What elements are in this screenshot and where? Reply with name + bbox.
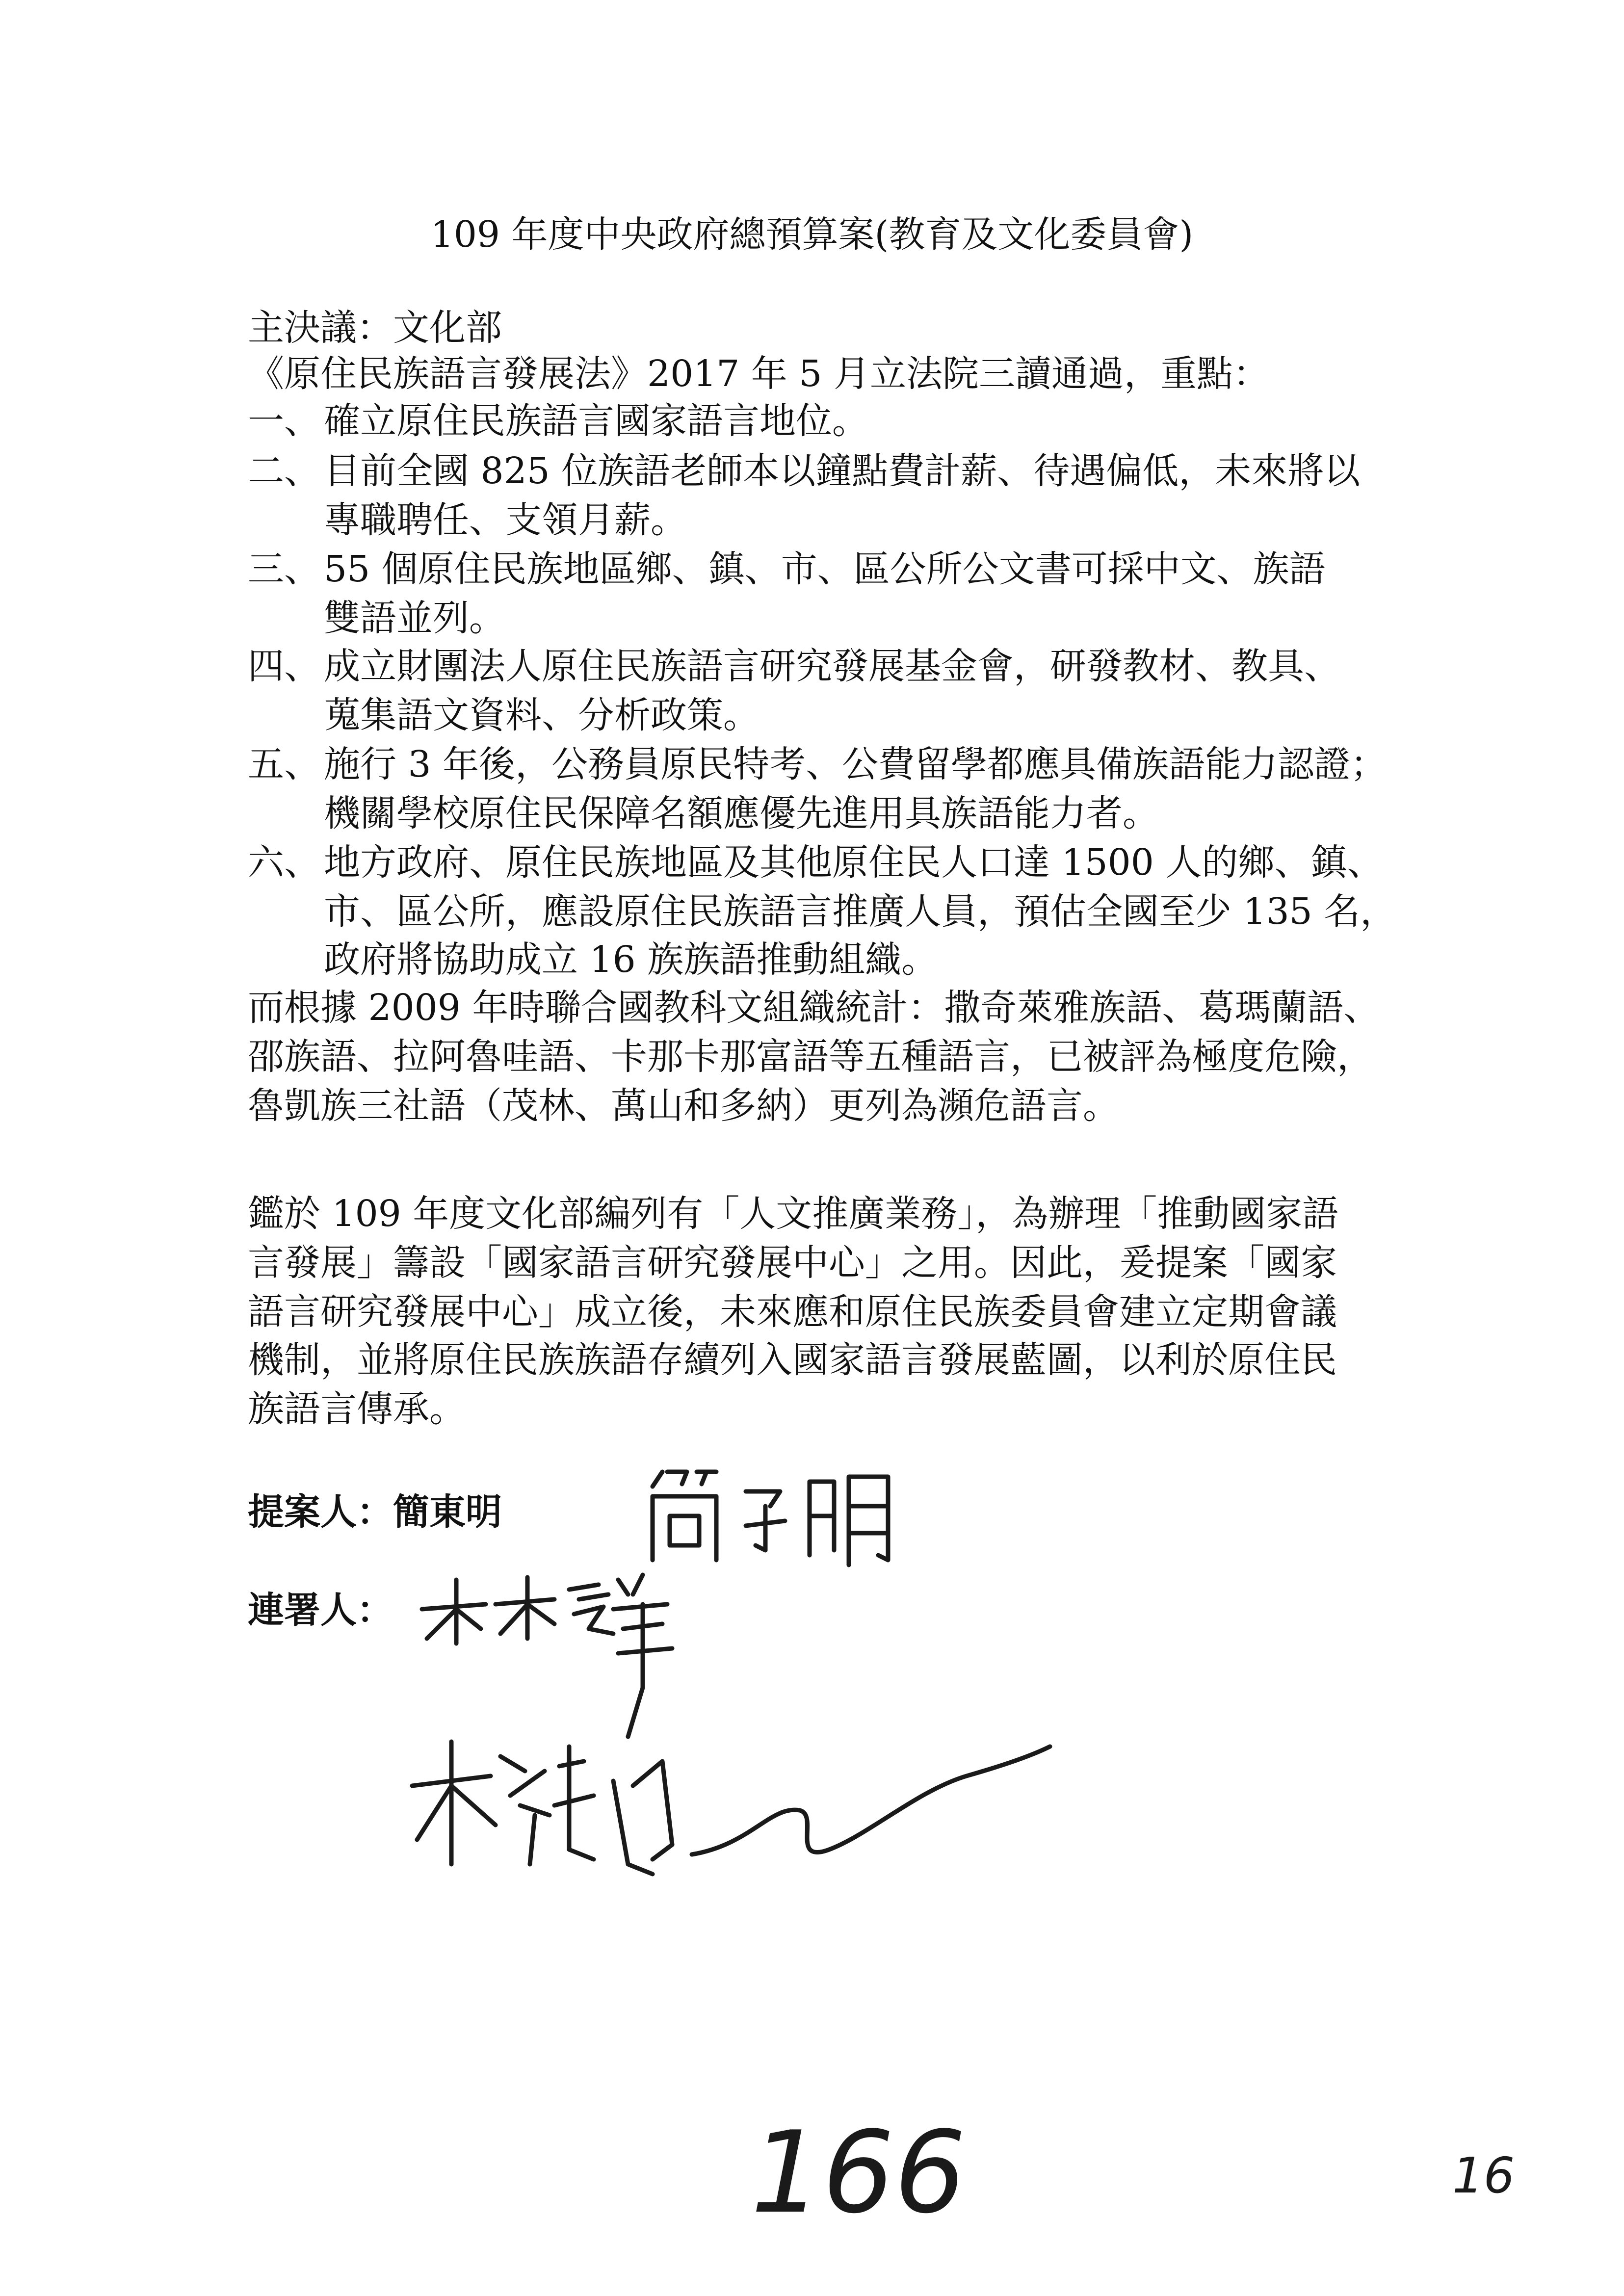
list-item bbox=[248, 446, 1360, 496]
list-item bbox=[248, 838, 1383, 887]
list-item bbox=[248, 396, 868, 445]
item-number: 六、 bbox=[248, 841, 320, 884]
list-item bbox=[248, 545, 1326, 594]
list-item bbox=[248, 642, 1340, 691]
item-text: 55 個原住民族地區鄉、鎮、市、區公所公文書可採中文、族語 bbox=[324, 548, 1326, 590]
intro-line: 《原住民族語言發展法》2017 年 5 月立法院三讀通過，重點： bbox=[248, 353, 1269, 395]
item-continuation: 政府將協助成立 16 族族語推動組織。 bbox=[324, 939, 938, 981]
item-continuation: 專職聘任、支領月薪。 bbox=[324, 499, 687, 541]
item-number: 四、 bbox=[248, 645, 320, 687]
paragraph-line: 邵族語、拉阿魯哇語、卡那卡那富語等五種語言，已被評為極度危險， bbox=[248, 1036, 1373, 1078]
paragraph-line: 言發展」籌設「國家語言研究發展中心」之用。因此，爰提案「國家 bbox=[248, 1242, 1337, 1284]
item-text: 施行 3 年後，公務員原民特考、公費留學都應具備族語能力認證； bbox=[324, 743, 1387, 785]
item-continuation: 雙語並列。 bbox=[324, 597, 505, 639]
item-continuation: 蒐集語文資料、分析政策。 bbox=[324, 694, 760, 736]
item-number: 二、 bbox=[248, 450, 320, 492]
list-item bbox=[248, 740, 1387, 789]
resolution-line: 主決議：文化部 bbox=[248, 307, 502, 349]
item-number: 一、 bbox=[248, 400, 320, 442]
item-number: 五、 bbox=[248, 743, 320, 785]
document-title: 109 年度中央政府總預算案(教育及文化委員會) bbox=[430, 213, 1194, 256]
cosigner-signature bbox=[397, 1702, 1065, 1908]
corner-page-number: 16 bbox=[1452, 2147, 1515, 2204]
paragraph-line: 機制，並將原住民族族語存續列入國家語言發展藍圖，以利於原住民 bbox=[248, 1339, 1337, 1381]
item-continuation: 市、區公所，應設原住民族語言推廣人員，預估全國至少 135 名， bbox=[324, 890, 1397, 933]
paragraph-line: 族語言傳承。 bbox=[248, 1388, 466, 1430]
item-text: 成立財團法人原住民族語言研究發展基金會，研發教材、教具、 bbox=[324, 645, 1340, 687]
handwritten-page-number: 166 bbox=[751, 2108, 966, 2239]
paragraph-line: 魯凱族三社語（茂林、萬山和多納）更列為瀕危語言。 bbox=[248, 1085, 1119, 1127]
item-continuation: 機關學校原住民保障名額應優先進用具族語能力者。 bbox=[324, 792, 1159, 835]
paragraph-line: 鑑於 109 年度文化部編列有「人文推廣業務」，為辦理「推動國家語 bbox=[248, 1193, 1339, 1235]
item-number: 三、 bbox=[248, 548, 320, 590]
cosigner-label: 連署人： bbox=[248, 1589, 393, 1631]
paragraph-line: 而根據 2009 年時聯合國教科文組織統計：撒奇萊雅族語、葛瑪蘭語、 bbox=[248, 987, 1380, 1029]
item-text: 目前全國 825 位族語老師本以鐘點費計薪、待遇偏低，未來將以 bbox=[324, 450, 1361, 492]
item-text: 確立原住民族語言國家語言地位。 bbox=[324, 400, 868, 442]
paragraph-line: 語言研究發展中心」成立後，未來應和原住民族委員會建立定期會議 bbox=[248, 1291, 1337, 1333]
proposer-label: 提案人：簡東明 bbox=[248, 1491, 502, 1533]
item-text: 地方政府、原住民族地區及其他原住民人口達 1500 人的鄉、鎮、 bbox=[324, 841, 1384, 884]
